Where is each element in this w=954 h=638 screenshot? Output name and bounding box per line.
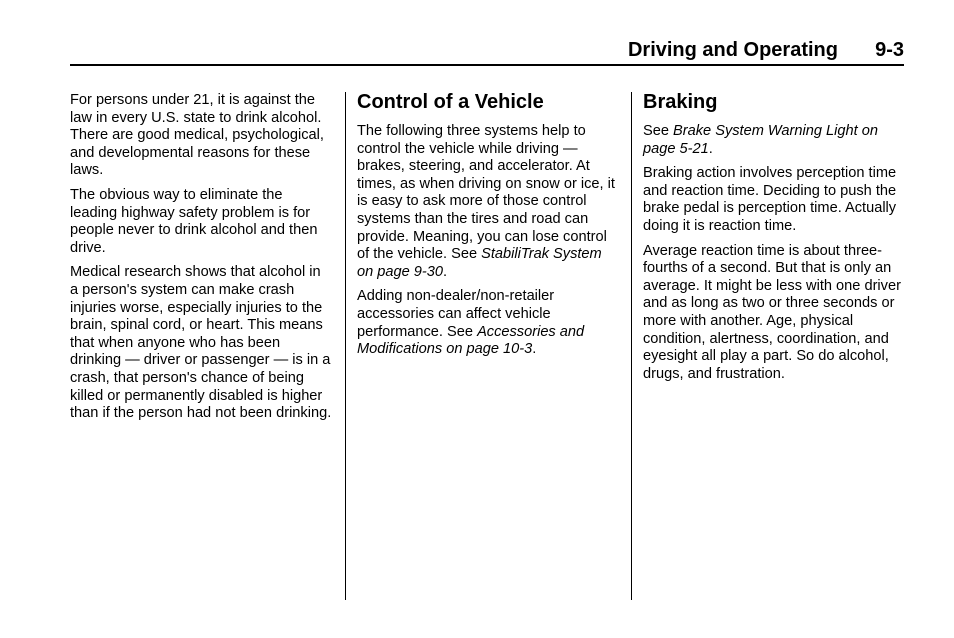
column-middle bbox=[357, 90, 621, 366]
heading-braking: Braking bbox=[643, 91, 718, 113]
accessories-reference-link[interactable]: Accessories and Modifications on page 10-3 bbox=[357, 323, 585, 358]
column-divider-2 bbox=[631, 92, 632, 600]
paragraph-underage-law: For persons under 21, it is against the law in every U.S. state to drink alcohol. There are good medical, psychological, and developmental reasons for these laws. bbox=[70, 92, 324, 179]
paragraph-control-systems bbox=[357, 123, 621, 281]
control-systems-end: . bbox=[443, 263, 448, 280]
paragraph-accessories bbox=[357, 288, 621, 358]
paragraph-braking-action: Braking action involves perception time and reaction time. Deciding to push the brake pedal is perception time. Actually doing it is reaction time. bbox=[643, 165, 897, 234]
page-number: 9-3 bbox=[875, 39, 904, 61]
running-header bbox=[70, 38, 904, 66]
heading-control-of-vehicle: Control of a Vehicle bbox=[357, 91, 544, 113]
brake-ref-text: See bbox=[643, 123, 674, 139]
accessories-text: Adding non-dealer/non-retailer accessories can affect vehicle performance. See bbox=[357, 288, 555, 340]
column-divider-1 bbox=[345, 92, 346, 600]
brake-warning-light-reference-link[interactable]: Brake System Warning Light on page 5-21 bbox=[643, 123, 878, 157]
column-right bbox=[643, 90, 907, 390]
accessories-end: . bbox=[532, 341, 537, 358]
paragraph-eliminate-problem: The obvious way to eliminate the leading highway safety problem is for people never to drink alcohol and then drive. bbox=[70, 186, 318, 256]
paragraph-brake-warning-ref bbox=[643, 123, 907, 158]
paragraph-medical-research: Medical research shows that alcohol in a person's system can make crash injuries worse, especially injuries to the brain, spinal cord, or heart. This means that when anyone who has been drinking — driver or passenger — is in a crash, that person's chance of being killed or permanently disabled is higher than if the person had not been drinking. bbox=[70, 264, 332, 422]
section-title: Driving and Operating bbox=[627, 39, 838, 61]
paragraph-reaction-time: Average reaction time is about three-fourths of a second. But that is only an average. It might be less with one driver and as long as two or three seconds or more with another. Age, physical condition, alertness, coordination, and eyesight all play a part. So do alcohol, drugs, and frustration. bbox=[643, 242, 901, 382]
stabilitrak-reference-link[interactable]: StabiliTrak System on page 9-30 bbox=[357, 246, 602, 280]
brake-ref-end: . bbox=[708, 140, 713, 157]
column-left bbox=[70, 90, 332, 430]
control-systems-text: The following three systems help to control the vehicle while driving — brakes, steering, and accelerator. At times, as when driving on snow or ice, it is easy to ask more of those control systems than the tires and road can provide. Meaning, you can lose control of the vehicle. See bbox=[357, 123, 615, 263]
